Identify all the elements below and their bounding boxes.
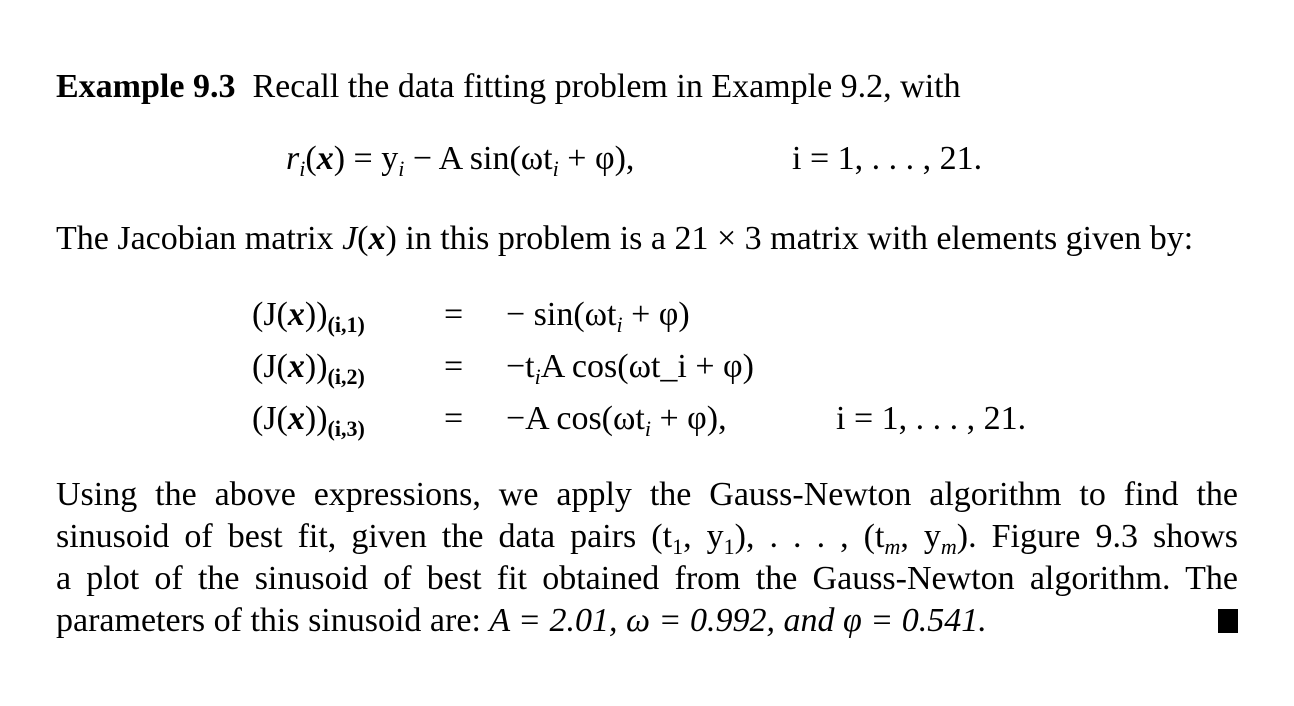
final-paragraph-line-4 [56,600,987,642]
fp-line2-s1: 1 [672,534,684,559]
eq1-condition: i = 1, . . . , 21. [792,140,983,177]
jacobian-row-3 [0,398,1294,446]
jac-row-1-eq: = [444,296,464,333]
eq1-body: = y [345,140,399,177]
fp-line4-a: parameters of this sinusoid are: [56,602,490,639]
jac-row-2-lhs-close: )) [304,348,328,385]
jacobian-row-1 [0,294,1294,342]
jacobian-row-2 [0,346,1294,394]
jac-row-3-rhs-end: + φ), [650,400,727,437]
jac-row-3-eq: = [444,400,464,437]
jacobian-intro: The Jacobian matrix J(x) in this problem is a 21 × 3 matrix with elements given by: [56,220,1194,257]
eq1-t-sub: i [552,156,559,181]
jac-row-2-x: x [287,348,305,385]
fp-line2-a: sinusoid of best fit, given the data pairs (t [56,518,673,555]
jac-row-2-rhs-end: A cos(ωt_i + φ) [540,348,754,385]
jacobian-J: J [342,220,358,257]
example-label: Example 9.3 [56,68,236,105]
final-paragraph-line-3: a plot of the sinusoid of best fit obtained from the Gauss-Newton algorithm. The [56,560,1238,597]
residual-equation: $r_i(x) = y_i - A$ $\sin(\omega t_i + \varphi)$, i = 1, . . . , 21. [286,140,983,181]
eq1-rest-b: + φ), [558,140,635,177]
eq1-x: x [316,140,334,177]
jac-row-1-sub: (i,1) [327,312,365,337]
jac-row-2-lhs-open: (J( [252,348,288,385]
eq1-y-sub: i [398,156,405,181]
example-heading-line [56,66,961,108]
jac-row-3-sub: (i,3) [327,416,365,441]
jac-row-2-lhs [252,346,365,398]
jac-row-1-rhs-end: + φ) [622,296,690,333]
final-paragraph-line-1: Using the above expressions, we apply the Gauss-Newton algorithm to find the [56,476,1238,513]
jac-row-1-lhs-open: (J( [252,296,288,333]
jac-row-1-x: x [287,296,305,333]
fp-line2-c: ), . . . , (t [734,518,885,555]
jac-row-2-rhs [506,346,754,398]
jac-row-3-lhs-close: )) [304,400,328,437]
jac-row-3-condition: i = 1, . . . , 21. [836,400,1027,437]
fp-line2-b: , y [683,518,724,555]
fp-line2-s2: 1 [723,534,735,559]
jac-row-3-x: x [287,400,305,437]
eq1-r-sub: i [299,156,306,181]
jac-row-1-lhs-close: )) [304,296,328,333]
jac-row-3-rhs [506,398,727,450]
jac-row-1-lhs [252,294,365,346]
jacobian-intro-a: The Jacobian matrix [56,220,343,257]
eq1-r: r [286,140,300,177]
fp-line4-b: A = 2.01, ω = 0.992, and φ = 0.541. [489,602,987,639]
jac-row-3-lhs-open: (J( [252,400,288,437]
example-intro: Recall the data fitting problem in Example 9.2, with [252,68,961,105]
jac-row-1-rhs-sub: i [616,312,623,337]
jacobian-intro-b: in this problem is a 21 × 3 matrix with elements given by: [396,220,1194,257]
jac-row-3-lhs [252,398,365,450]
fp-line2-e: ). Figure 9.3 shows [956,518,1239,555]
jac-row-1-rhs [506,294,690,346]
qed-square-icon [1218,609,1238,633]
fp-line2-d: , y [900,518,941,555]
jac-row-2-rhs-a: −t [506,348,535,385]
fp-line2-s3: m [884,534,901,559]
fp-line2-s4: m [940,534,957,559]
jacobian-x: x [368,220,386,257]
jac-row-3-rhs-sub: i [644,416,651,441]
jac-row-3-rhs-a: −A cos(ωt [506,400,645,437]
jac-row-1-rhs-a: − sin(ωt [506,296,617,333]
jac-row-2-rhs-sub: i [534,364,541,389]
eq1-rest-a: − A sin(ωt [404,140,553,177]
jac-row-2-eq: = [444,348,464,385]
jac-row-2-sub: (i,2) [327,364,365,389]
